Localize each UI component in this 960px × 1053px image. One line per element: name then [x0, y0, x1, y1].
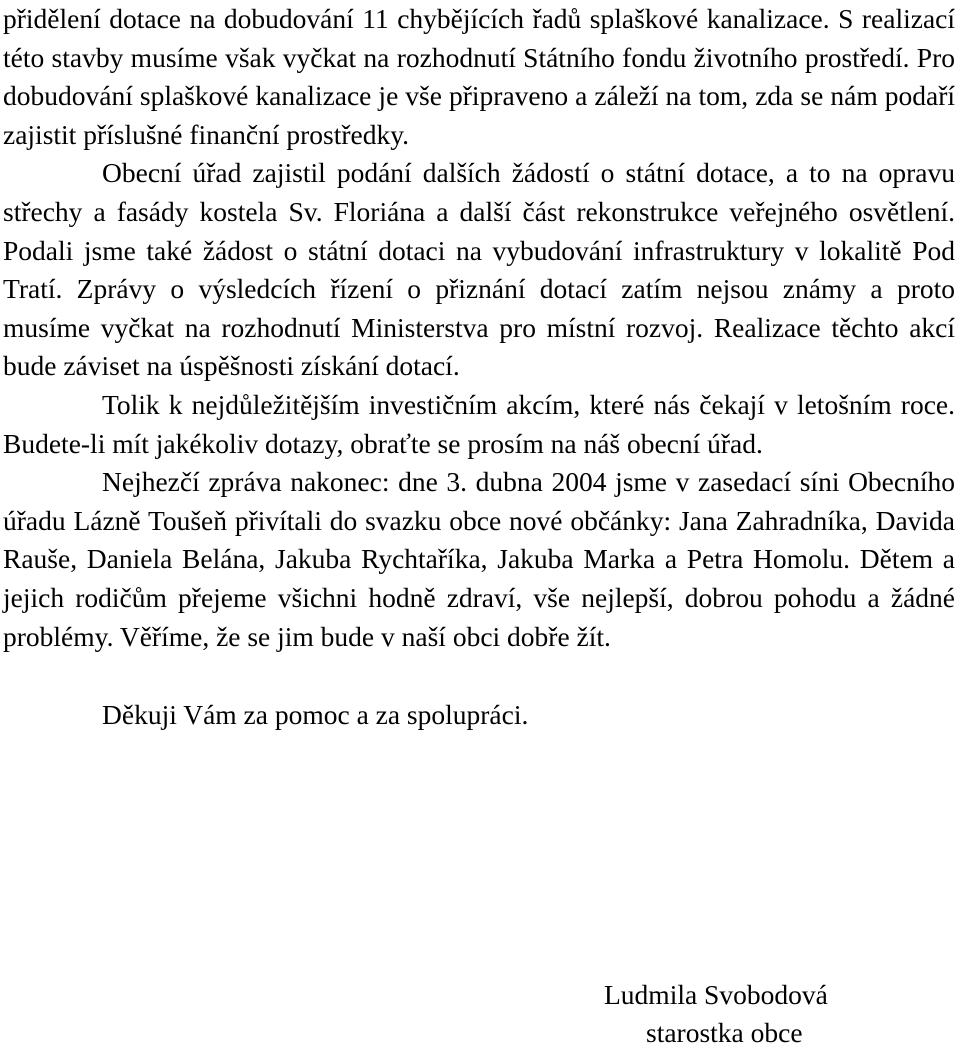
spacer [3, 656, 955, 696]
signature-role: starostka obce [646, 1017, 803, 1048]
paragraph-new-citizens: Nejhezčí zpráva nakonec: dne 3. dubna 2004 jsme v zasedací síni Obecního úřadu Lázně Toušeň přivítali do svazku obce nové občánky: Jana Zahradníka, Davida Rauše, Daniela Belána, Jakuba Rychtaříka, Jakuba Marka a Petra Homolu. Dětem a jejich rodičům přejeme všichni hodně zdraví, vše nejlepší, dobrou pohodu a žádné problémy. Věříme, že se jim bude v naší obci dobře žít. [3, 466, 955, 652]
closing-line: Děkuji Vám za pomoc a za spolupráci. [102, 699, 529, 731]
document-body [3, 0, 955, 735]
paragraph-state-grants: Obecní úřad zajistil podání dalších žádostí o státní dotace, a to na opravu střechy a fasády kostela Sv. Floriána a další část rekonstrukce veřejného osvětlení. Podali jsme také žádost o státní dotaci na vybudování infrastruktury v lokalitě Pod Tratí. Zprávy o výsledcích řízení o přiznání dotací zatím nejsou známy a proto musíme vyčkat na rozhodnutí Ministerstva pro místní rozvoj. Realizace těchto akcí bude záviset na úspěšnosti získání dotací. [3, 157, 955, 382]
paragraph-investment-summary: Tolik k nejdůležitějším investičním akcím, které nás čekají v letošním roce. Budete-li mít jakékoliv dotazy, obraťte se prosím na náš obecní úřad. [3, 388, 955, 459]
signature-name: Ludmila Svobodová [604, 979, 828, 1010]
paragraph-sewer-funding: přidělení dotace na dobudování 11 chybějících řadů splaškové kanalizace. S realizací této stavby musíme však vyčkat na rozhodnutí Státního fondu životního prostředí. Pro dobudování splaškové kanalizace je vše připraveno a záleží na tom, zda se nám podaří zajistit příslušné finanční prostředky. [3, 3, 955, 150]
